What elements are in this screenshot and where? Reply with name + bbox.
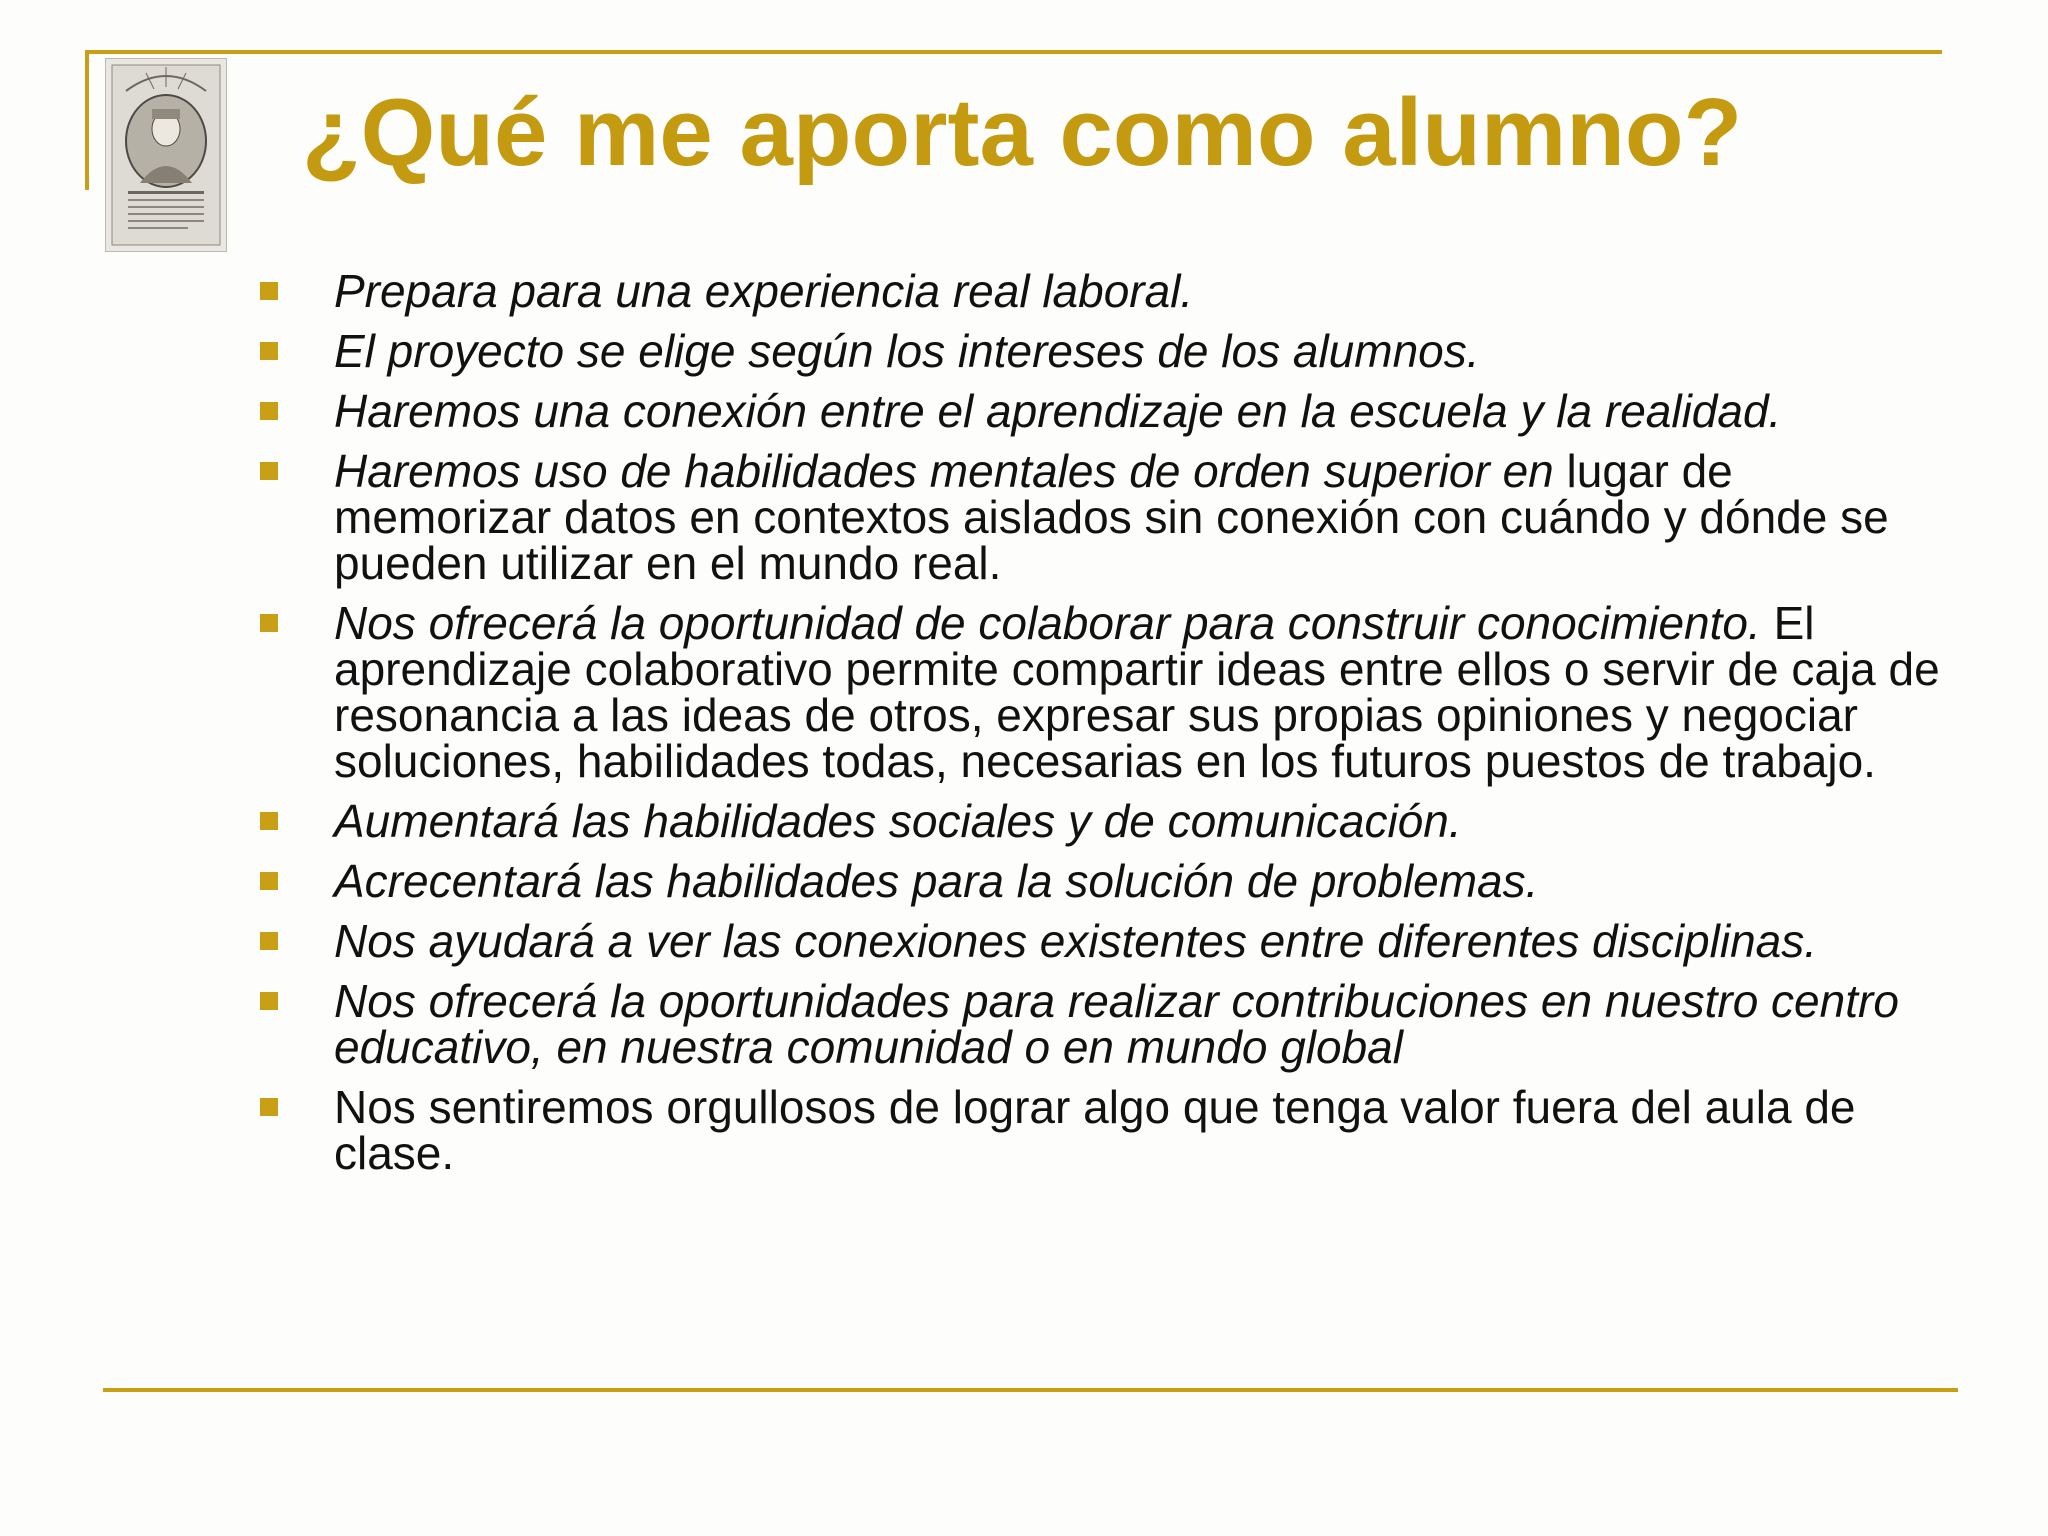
bullet-text-italic: Aumentará las habilidades sociales y de comunicación. [334,795,1462,847]
bullet-item [256,795,1956,847]
top-frame-line [85,50,1942,54]
slide-title: ¿Qué me aporta como alumno? [302,79,1743,186]
bullet-item [256,975,1956,1073]
square-bullet-icon [260,614,278,632]
bullet-text-italic: Prepara para una experiencia real laboral. [334,265,1194,317]
bullet-text-italic: Haremos uso de habilidades mentales de orden superior en [334,445,1567,497]
bullet-item [256,325,1956,377]
bullet-item [256,855,1956,907]
bullet-item [256,597,1956,787]
bullet-text-normal: lugar de memorizar datos en contextos aislados sin conexión con cuándo y dónde se pueden utilizar en el mundo real. [334,445,1889,589]
square-bullet-icon [260,462,278,480]
engraved-portrait-image [105,58,227,252]
square-bullet-icon [260,282,278,300]
bullet-item [256,385,1956,437]
bullet-text-italic: Nos ofrecerá la oportunidad de colaborar para construir conocimiento. [334,597,1761,649]
bullet-text-italic: Nos ofrecerá la oportunidades para realizar contribuciones en nuestro centro educativo, en nuestra comunidad o en mundo global [334,975,1899,1073]
bullet-item [256,915,1956,967]
left-frame-line [85,50,89,190]
bullet-text-italic: Acrecentará las habilidades para la solución de problemas. [334,855,1539,907]
bullet-item [256,265,1956,317]
bullet-item [256,445,1956,589]
square-bullet-icon [260,992,278,1010]
square-bullet-icon [260,812,278,830]
bullet-text-italic: El proyecto se elige según los intereses de los alumnos. [334,325,1480,377]
bullet-list [256,265,1956,1190]
bullet-text-italic: Haremos una conexión entre el aprendizaje en la escuela y la realidad. [334,385,1782,437]
square-bullet-icon [260,872,278,890]
square-bullet-icon [260,342,278,360]
square-bullet-icon [260,402,278,420]
bullet-text-italic: Nos ayudará a ver las conexiones existentes entre diferentes disciplinas. [334,915,1818,967]
bullet-text-normal: El aprendizaje colaborativo permite compartir ideas entre ellos o servir de caja de resonancia a las ideas de otros, expresar sus propias opiniones y negociar soluciones, habilidades todas, necesarias en los futuros puestos de trabajo. [334,597,1940,787]
bullet-item [256,1081,1956,1179]
square-bullet-icon [260,1098,278,1116]
bullet-text-normal: Nos sentiremos orgullosos de lograr algo que tenga valor fuera del aula de clase. [334,1081,1856,1179]
bottom-frame-line [103,1388,1958,1392]
square-bullet-icon [260,932,278,950]
